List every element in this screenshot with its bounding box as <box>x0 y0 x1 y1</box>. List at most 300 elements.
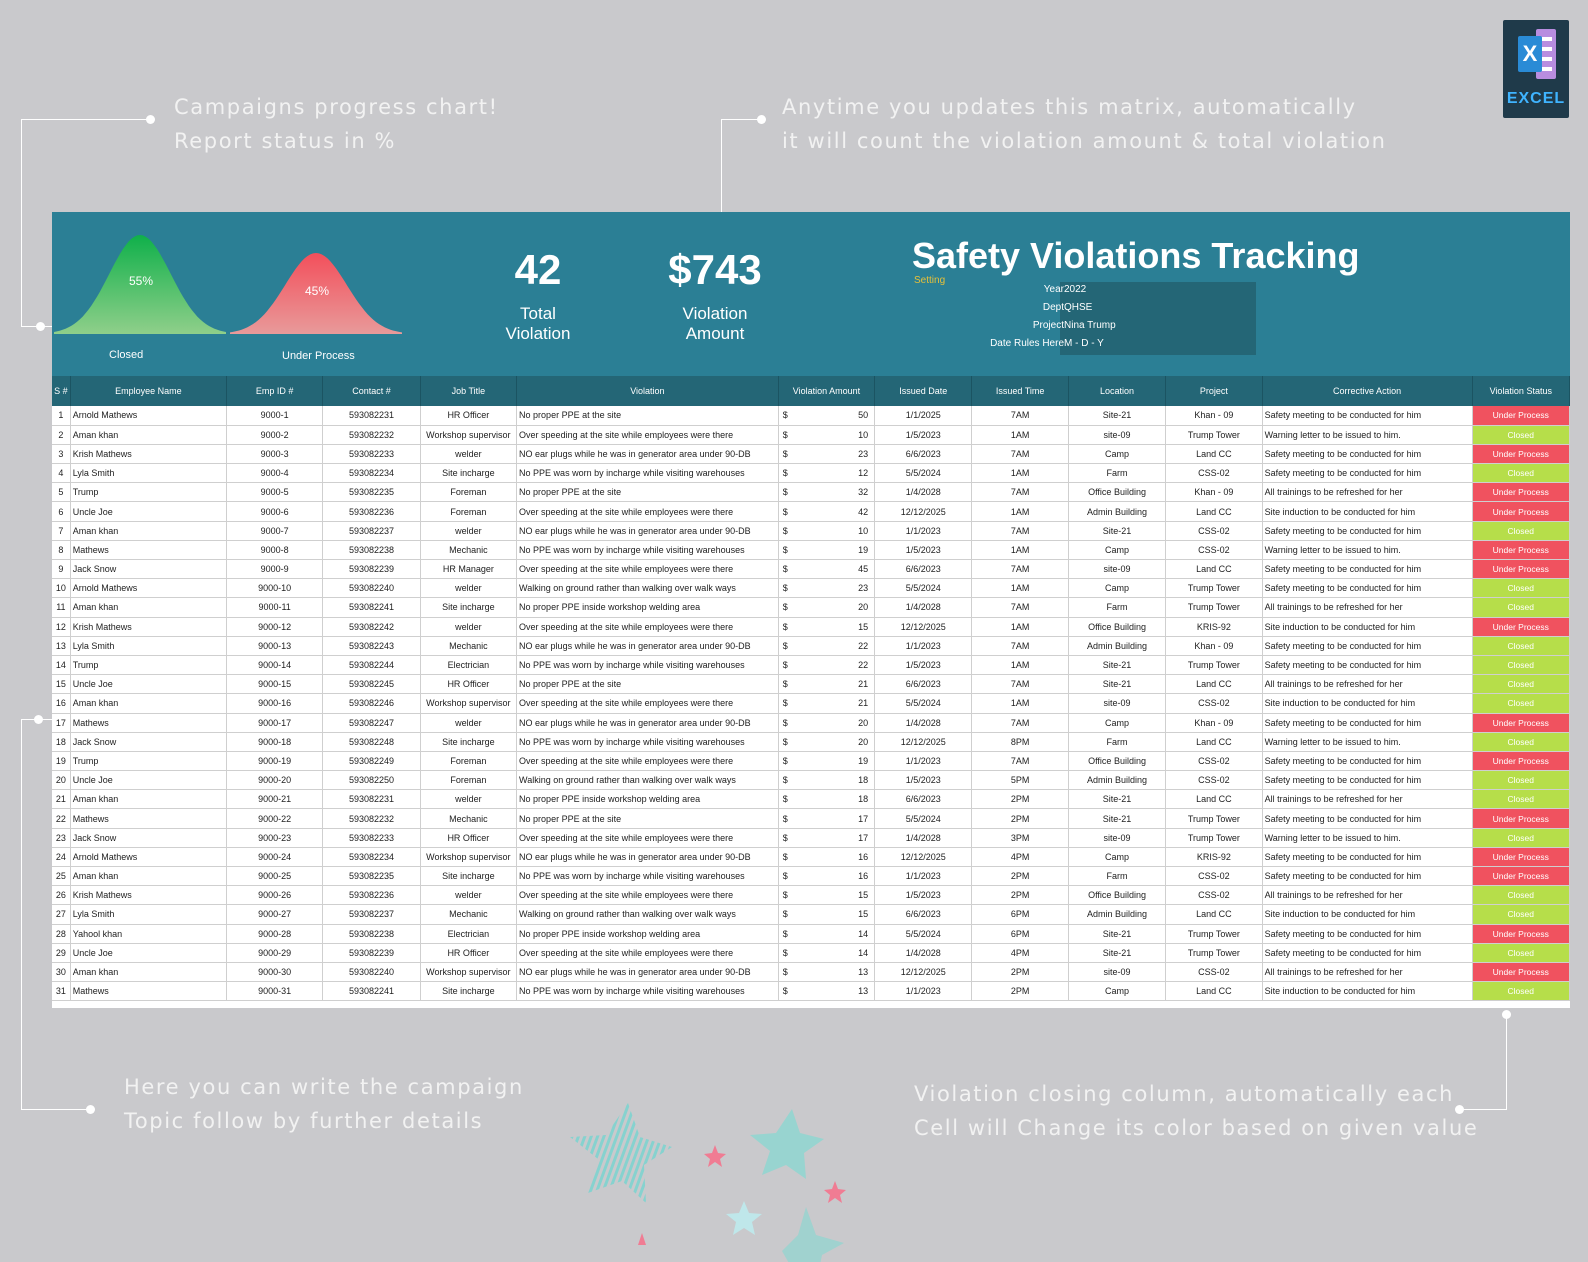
corrective-action-cell[interactable]: Safety meeting to be conducted for him <box>1262 579 1472 598</box>
project-cell[interactable]: CSS-02 <box>1166 886 1262 905</box>
violation-cell[interactable]: No PPE was worn by incharge while visiting warehouses <box>517 982 779 1001</box>
issued-date-cell[interactable]: 1/1/2023 <box>875 636 972 655</box>
violation-amount-cell[interactable] <box>778 598 874 617</box>
issued-date-cell[interactable]: 1/1/2023 <box>875 521 972 540</box>
issued-date-cell[interactable]: 6/6/2023 <box>875 790 972 809</box>
issued-time-cell[interactable]: 1AM <box>972 540 1068 559</box>
row-number-cell[interactable]: 30 <box>52 962 70 981</box>
corrective-action-cell[interactable]: Safety meeting to be conducted for him <box>1262 924 1472 943</box>
violation-cell[interactable]: Over speeding at the site while employees were there <box>517 560 779 579</box>
employee-name-cell[interactable]: Lyla Smith <box>70 905 226 924</box>
row-number-cell[interactable]: 31 <box>52 982 70 1001</box>
table-row[interactable] <box>52 483 1570 502</box>
violation-amount-cell[interactable] <box>778 867 874 886</box>
project-cell[interactable]: Khan - 09 <box>1166 713 1262 732</box>
corrective-action-cell[interactable]: Warning letter to be issued to him. <box>1262 540 1472 559</box>
corrective-action-cell[interactable]: All trainings to be refreshed for her <box>1262 598 1472 617</box>
table-row[interactable] <box>52 444 1570 463</box>
emp-id-cell[interactable]: 9000-31 <box>226 982 322 1001</box>
issued-date-cell[interactable]: 5/5/2024 <box>875 924 972 943</box>
table-row[interactable] <box>52 502 1570 521</box>
corrective-action-cell[interactable]: Safety meeting to be conducted for him <box>1262 713 1472 732</box>
issued-time-cell[interactable]: 6PM <box>972 924 1068 943</box>
employee-name-cell[interactable]: Aman khan <box>70 425 226 444</box>
table-row[interactable] <box>52 694 1570 713</box>
table-row[interactable] <box>52 598 1570 617</box>
violation-amount-cell[interactable] <box>778 636 874 655</box>
issued-time-cell[interactable]: 7AM <box>972 636 1068 655</box>
corrective-action-cell[interactable]: Site induction to be conducted for him <box>1262 982 1472 1001</box>
issued-time-cell[interactable]: 7AM <box>972 444 1068 463</box>
violation-cell[interactable]: Walking on ground rather than walking over walk ways <box>517 905 779 924</box>
issued-time-cell[interactable]: 1AM <box>972 425 1068 444</box>
violation-cell[interactable]: NO ear plugs while he was in generator area under 90-DB <box>517 521 779 540</box>
column-header[interactable]: Violation Amount <box>778 376 874 406</box>
violation-status-cell[interactable]: Under Process <box>1472 540 1569 559</box>
corrective-action-cell[interactable]: All trainings to be refreshed for her <box>1262 790 1472 809</box>
table-row[interactable] <box>52 675 1570 694</box>
row-number-cell[interactable]: 25 <box>52 867 70 886</box>
issued-date-cell[interactable]: 6/6/2023 <box>875 905 972 924</box>
violation-amount-cell[interactable] <box>778 464 874 483</box>
location-cell[interactable]: Admin Building <box>1068 905 1165 924</box>
row-number-cell[interactable]: 29 <box>52 943 70 962</box>
issued-time-cell[interactable]: 7AM <box>972 751 1068 770</box>
violation-amount-cell[interactable] <box>778 962 874 981</box>
location-cell[interactable]: Farm <box>1068 464 1165 483</box>
row-number-cell[interactable]: 7 <box>52 521 70 540</box>
column-header[interactable]: S # <box>52 376 70 406</box>
violation-amount-cell[interactable] <box>778 560 874 579</box>
corrective-action-cell[interactable]: Safety meeting to be conducted for him <box>1262 406 1472 425</box>
project-cell[interactable]: Land CC <box>1166 982 1262 1001</box>
violation-cell[interactable]: Over speeding at the site while employees were there <box>517 694 779 713</box>
job-title-cell[interactable]: welder <box>420 617 516 636</box>
contact-number-cell[interactable]: 593082241 <box>323 598 420 617</box>
violation-status-cell[interactable]: Closed <box>1472 655 1569 674</box>
violation-status-cell[interactable]: Under Process <box>1472 847 1569 866</box>
setting-link[interactable]: Setting <box>914 275 946 286</box>
row-number-cell[interactable]: 19 <box>52 751 70 770</box>
employee-name-cell[interactable]: Lyla Smith <box>70 464 226 483</box>
job-title-cell[interactable]: Site incharge <box>420 598 516 617</box>
violation-amount-cell[interactable] <box>778 406 874 425</box>
violation-amount-cell[interactable] <box>778 732 874 751</box>
location-cell[interactable]: Site-21 <box>1068 809 1165 828</box>
contact-number-cell[interactable]: 593082233 <box>323 828 420 847</box>
location-cell[interactable]: site-09 <box>1068 694 1165 713</box>
table-row[interactable] <box>52 617 1570 636</box>
contact-number-cell[interactable]: 593082238 <box>323 540 420 559</box>
row-number-cell[interactable]: 20 <box>52 771 70 790</box>
corrective-action-cell[interactable]: Safety meeting to be conducted for him <box>1262 943 1472 962</box>
location-cell[interactable]: Office Building <box>1068 751 1165 770</box>
employee-name-cell[interactable]: Krish Mathews <box>70 886 226 905</box>
contact-number-cell[interactable]: 593082240 <box>323 579 420 598</box>
location-cell[interactable]: site-09 <box>1068 560 1165 579</box>
issued-time-cell[interactable]: 1AM <box>972 502 1068 521</box>
project-cell[interactable]: Trump Tower <box>1166 655 1262 674</box>
issued-time-cell[interactable]: 1AM <box>972 655 1068 674</box>
job-title-cell[interactable]: Foreman <box>420 751 516 770</box>
issued-time-cell[interactable]: 8PM <box>972 732 1068 751</box>
emp-id-cell[interactable]: 9000-26 <box>226 886 322 905</box>
violation-amount-cell[interactable] <box>778 502 874 521</box>
job-title-cell[interactable]: Electrician <box>420 655 516 674</box>
project-cell[interactable]: Land CC <box>1166 560 1262 579</box>
location-cell[interactable]: Office Building <box>1068 617 1165 636</box>
violation-amount-cell[interactable] <box>778 540 874 559</box>
emp-id-cell[interactable]: 9000-30 <box>226 962 322 981</box>
contact-number-cell[interactable]: 593082238 <box>323 924 420 943</box>
location-cell[interactable]: Site-21 <box>1068 790 1165 809</box>
violation-status-cell[interactable]: Under Process <box>1472 617 1569 636</box>
contact-number-cell[interactable]: 593082233 <box>323 444 420 463</box>
project-cell[interactable]: CSS-02 <box>1166 751 1262 770</box>
issued-date-cell[interactable]: 1/4/2028 <box>875 598 972 617</box>
job-title-cell[interactable]: HR Officer <box>420 828 516 847</box>
project-cell[interactable]: CSS-02 <box>1166 962 1262 981</box>
job-title-cell[interactable]: welder <box>420 713 516 732</box>
emp-id-cell[interactable]: 9000-5 <box>226 483 322 502</box>
table-row[interactable] <box>52 713 1570 732</box>
location-cell[interactable]: site-09 <box>1068 425 1165 444</box>
project-cell[interactable]: Land CC <box>1166 790 1262 809</box>
issued-date-cell[interactable]: 1/4/2028 <box>875 713 972 732</box>
location-cell[interactable]: Camp <box>1068 579 1165 598</box>
emp-id-cell[interactable]: 9000-9 <box>226 560 322 579</box>
table-row[interactable] <box>52 790 1570 809</box>
violation-amount-cell[interactable] <box>778 982 874 1001</box>
employee-name-cell[interactable]: Aman khan <box>70 694 226 713</box>
violation-cell[interactable]: No proper PPE inside workshop welding area <box>517 790 779 809</box>
contact-number-cell[interactable]: 593082234 <box>323 847 420 866</box>
violation-cell[interactable]: Over speeding at the site while employees were there <box>517 943 779 962</box>
contact-number-cell[interactable]: 593082231 <box>323 406 420 425</box>
issued-date-cell[interactable]: 1/5/2023 <box>875 771 972 790</box>
table-row[interactable] <box>52 464 1570 483</box>
issued-time-cell[interactable]: 7AM <box>972 713 1068 732</box>
employee-name-cell[interactable]: Krish Mathews <box>70 617 226 636</box>
corrective-action-cell[interactable]: Safety meeting to be conducted for him <box>1262 636 1472 655</box>
issued-date-cell[interactable]: 1/5/2023 <box>875 425 972 444</box>
corrective-action-cell[interactable]: Safety meeting to be conducted for him <box>1262 444 1472 463</box>
emp-id-cell[interactable]: 9000-28 <box>226 924 322 943</box>
emp-id-cell[interactable]: 9000-17 <box>226 713 322 732</box>
violation-amount-cell[interactable] <box>778 809 874 828</box>
job-title-cell[interactable]: Mechanic <box>420 809 516 828</box>
issued-date-cell[interactable]: 5/5/2024 <box>875 694 972 713</box>
contact-number-cell[interactable]: 593082244 <box>323 655 420 674</box>
contact-number-cell[interactable]: 593082242 <box>323 617 420 636</box>
emp-id-cell[interactable]: 9000-13 <box>226 636 322 655</box>
row-number-cell[interactable]: 15 <box>52 675 70 694</box>
row-number-cell[interactable]: 11 <box>52 598 70 617</box>
employee-name-cell[interactable]: Aman khan <box>70 598 226 617</box>
emp-id-cell[interactable]: 9000-18 <box>226 732 322 751</box>
employee-name-cell[interactable]: Mathews <box>70 809 226 828</box>
job-title-cell[interactable]: HR Officer <box>420 675 516 694</box>
violation-status-cell[interactable]: Under Process <box>1472 867 1569 886</box>
meta-value[interactable]: QHSE <box>1064 302 1093 313</box>
issued-time-cell[interactable]: 2PM <box>972 886 1068 905</box>
issued-time-cell[interactable]: 2PM <box>972 790 1068 809</box>
issued-date-cell[interactable]: 1/4/2028 <box>875 483 972 502</box>
emp-id-cell[interactable]: 9000-8 <box>226 540 322 559</box>
violation-cell[interactable]: No PPE was worn by incharge while visiting warehouses <box>517 732 779 751</box>
corrective-action-cell[interactable]: Safety meeting to be conducted for him <box>1262 809 1472 828</box>
location-cell[interactable]: Camp <box>1068 847 1165 866</box>
violation-amount-cell[interactable] <box>778 771 874 790</box>
violation-status-cell[interactable]: Closed <box>1472 982 1569 1001</box>
corrective-action-cell[interactable]: Warning letter to be issued to him. <box>1262 732 1472 751</box>
project-cell[interactable]: CSS-02 <box>1166 867 1262 886</box>
employee-name-cell[interactable]: Jack Snow <box>70 828 226 847</box>
violation-amount-cell[interactable] <box>778 483 874 502</box>
issued-date-cell[interactable]: 5/5/2024 <box>875 464 972 483</box>
row-number-cell[interactable]: 18 <box>52 732 70 751</box>
job-title-cell[interactable]: Electrician <box>420 924 516 943</box>
issued-time-cell[interactable]: 1AM <box>972 464 1068 483</box>
violation-status-cell[interactable]: Closed <box>1472 886 1569 905</box>
emp-id-cell[interactable]: 9000-10 <box>226 579 322 598</box>
violation-status-cell[interactable]: Under Process <box>1472 924 1569 943</box>
job-title-cell[interactable]: Site incharge <box>420 982 516 1001</box>
issued-time-cell[interactable]: 1AM <box>972 617 1068 636</box>
violation-status-cell[interactable]: Closed <box>1472 943 1569 962</box>
violation-cell[interactable]: No proper PPE inside workshop welding area <box>517 598 779 617</box>
emp-id-cell[interactable]: 9000-20 <box>226 771 322 790</box>
row-number-cell[interactable]: 5 <box>52 483 70 502</box>
contact-number-cell[interactable]: 593082250 <box>323 771 420 790</box>
employee-name-cell[interactable]: Mathews <box>70 982 226 1001</box>
table-row[interactable] <box>52 655 1570 674</box>
corrective-action-cell[interactable]: Site induction to be conducted for him <box>1262 502 1472 521</box>
location-cell[interactable]: Camp <box>1068 982 1165 1001</box>
violation-cell[interactable]: NO ear plugs while he was in generator area under 90-DB <box>517 636 779 655</box>
project-cell[interactable]: Khan - 09 <box>1166 483 1262 502</box>
contact-number-cell[interactable]: 593082241 <box>323 982 420 1001</box>
job-title-cell[interactable]: Site incharge <box>420 732 516 751</box>
project-cell[interactable]: Trump Tower <box>1166 924 1262 943</box>
issued-date-cell[interactable]: 1/1/2025 <box>875 406 972 425</box>
violation-cell[interactable]: Over speeding at the site while employees were there <box>517 886 779 905</box>
corrective-action-cell[interactable]: All trainings to be refreshed for her <box>1262 675 1472 694</box>
issued-time-cell[interactable]: 1AM <box>972 579 1068 598</box>
contact-number-cell[interactable]: 593082235 <box>323 483 420 502</box>
violation-status-cell[interactable]: Under Process <box>1472 751 1569 770</box>
corrective-action-cell[interactable]: Safety meeting to be conducted for him <box>1262 560 1472 579</box>
violation-cell[interactable]: No PPE was worn by incharge while visiting warehouses <box>517 867 779 886</box>
issued-date-cell[interactable]: 5/5/2024 <box>875 579 972 598</box>
corrective-action-cell[interactable]: Safety meeting to be conducted for him <box>1262 655 1472 674</box>
emp-id-cell[interactable]: 9000-27 <box>226 905 322 924</box>
column-header[interactable]: Emp ID # <box>226 376 322 406</box>
emp-id-cell[interactable]: 9000-19 <box>226 751 322 770</box>
row-number-cell[interactable]: 14 <box>52 655 70 674</box>
project-cell[interactable]: Trump Tower <box>1166 828 1262 847</box>
column-header[interactable]: Job Title <box>420 376 516 406</box>
table-row[interactable] <box>52 943 1570 962</box>
contact-number-cell[interactable]: 593082240 <box>323 962 420 981</box>
job-title-cell[interactable]: welder <box>420 579 516 598</box>
issued-date-cell[interactable]: 1/1/2023 <box>875 982 972 1001</box>
row-number-cell[interactable]: 24 <box>52 847 70 866</box>
issued-date-cell[interactable]: 6/6/2023 <box>875 444 972 463</box>
issued-time-cell[interactable]: 6PM <box>972 905 1068 924</box>
employee-name-cell[interactable]: Aman khan <box>70 521 226 540</box>
issued-time-cell[interactable]: 2PM <box>972 867 1068 886</box>
issued-date-cell[interactable]: 1/4/2028 <box>875 943 972 962</box>
employee-name-cell[interactable]: Aman khan <box>70 962 226 981</box>
employee-name-cell[interactable]: Arnold Mathews <box>70 579 226 598</box>
violation-status-cell[interactable]: Closed <box>1472 905 1569 924</box>
job-title-cell[interactable]: HR Manager <box>420 560 516 579</box>
contact-number-cell[interactable]: 593082234 <box>323 464 420 483</box>
violation-amount-cell[interactable] <box>778 790 874 809</box>
location-cell[interactable]: Camp <box>1068 713 1165 732</box>
violation-status-cell[interactable]: Under Process <box>1472 962 1569 981</box>
employee-name-cell[interactable]: Jack Snow <box>70 732 226 751</box>
issued-time-cell[interactable]: 1AM <box>972 694 1068 713</box>
violation-status-cell[interactable]: Under Process <box>1472 560 1569 579</box>
contact-number-cell[interactable]: 593082232 <box>323 809 420 828</box>
column-header[interactable]: Project <box>1166 376 1262 406</box>
violation-status-cell[interactable]: Closed <box>1472 732 1569 751</box>
row-number-cell[interactable]: 13 <box>52 636 70 655</box>
contact-number-cell[interactable]: 593082235 <box>323 867 420 886</box>
employee-name-cell[interactable]: Yahool khan <box>70 924 226 943</box>
project-cell[interactable]: CSS-02 <box>1166 464 1262 483</box>
location-cell[interactable]: Site-21 <box>1068 406 1165 425</box>
violation-amount-cell[interactable] <box>778 751 874 770</box>
table-row[interactable] <box>52 540 1570 559</box>
contact-number-cell[interactable]: 593082249 <box>323 751 420 770</box>
project-cell[interactable]: Land CC <box>1166 675 1262 694</box>
issued-date-cell[interactable]: 12/12/2025 <box>875 732 972 751</box>
violation-amount-cell[interactable] <box>778 521 874 540</box>
violation-status-cell[interactable]: Under Process <box>1472 502 1569 521</box>
employee-name-cell[interactable]: Trump <box>70 483 226 502</box>
table-row[interactable] <box>52 732 1570 751</box>
violation-status-cell[interactable]: Closed <box>1472 771 1569 790</box>
violation-amount-cell[interactable] <box>778 694 874 713</box>
row-number-cell[interactable]: 22 <box>52 809 70 828</box>
violation-amount-cell[interactable] <box>778 617 874 636</box>
violation-amount-cell[interactable] <box>778 847 874 866</box>
job-title-cell[interactable]: welder <box>420 790 516 809</box>
table-row[interactable] <box>52 771 1570 790</box>
project-cell[interactable]: Land CC <box>1166 732 1262 751</box>
employee-name-cell[interactable]: Trump <box>70 655 226 674</box>
table-row[interactable] <box>52 924 1570 943</box>
project-cell[interactable]: CSS-02 <box>1166 771 1262 790</box>
project-cell[interactable]: Trump Tower <box>1166 943 1262 962</box>
violation-cell[interactable]: No proper PPE inside workshop welding area <box>517 924 779 943</box>
violation-cell[interactable]: NO ear plugs while he was in generator area under 90-DB <box>517 962 779 981</box>
employee-name-cell[interactable]: Trump <box>70 751 226 770</box>
violation-amount-cell[interactable] <box>778 579 874 598</box>
violation-status-cell[interactable]: Under Process <box>1472 483 1569 502</box>
issued-time-cell[interactable]: 7AM <box>972 675 1068 694</box>
issued-date-cell[interactable]: 1/1/2023 <box>875 867 972 886</box>
emp-id-cell[interactable]: 9000-11 <box>226 598 322 617</box>
job-title-cell[interactable]: Mechanic <box>420 540 516 559</box>
violation-status-cell[interactable]: Closed <box>1472 464 1569 483</box>
location-cell[interactable]: Site-21 <box>1068 655 1165 674</box>
violation-cell[interactable]: Over speeding at the site while employees were there <box>517 502 779 521</box>
corrective-action-cell[interactable]: All trainings to be refreshed for her <box>1262 962 1472 981</box>
emp-id-cell[interactable]: 9000-2 <box>226 425 322 444</box>
violation-status-cell[interactable]: Closed <box>1472 636 1569 655</box>
column-header[interactable]: Location <box>1068 376 1165 406</box>
issued-date-cell[interactable]: 6/6/2023 <box>875 675 972 694</box>
table-row[interactable] <box>52 847 1570 866</box>
table-row[interactable] <box>52 886 1570 905</box>
violation-cell[interactable]: No proper PPE at the site <box>517 483 779 502</box>
row-number-cell[interactable]: 21 <box>52 790 70 809</box>
employee-name-cell[interactable]: Uncle Joe <box>70 502 226 521</box>
violation-cell[interactable]: No PPE was worn by incharge while visiting warehouses <box>517 540 779 559</box>
row-number-cell[interactable]: 12 <box>52 617 70 636</box>
contact-number-cell[interactable]: 593082237 <box>323 521 420 540</box>
project-cell[interactable]: CSS-02 <box>1166 540 1262 559</box>
corrective-action-cell[interactable]: Safety meeting to be conducted for him <box>1262 751 1472 770</box>
meta-value[interactable]: Nina Trump <box>1064 320 1116 331</box>
corrective-action-cell[interactable]: Site induction to be conducted for him <box>1262 905 1472 924</box>
contact-number-cell[interactable]: 593082246 <box>323 694 420 713</box>
meta-value[interactable]: M - D - Y <box>1064 338 1104 349</box>
contact-number-cell[interactable]: 593082231 <box>323 790 420 809</box>
corrective-action-cell[interactable]: Safety meeting to be conducted for him <box>1262 867 1472 886</box>
violation-cell[interactable]: No proper PPE at the site <box>517 406 779 425</box>
emp-id-cell[interactable]: 9000-4 <box>226 464 322 483</box>
emp-id-cell[interactable]: 9000-29 <box>226 943 322 962</box>
location-cell[interactable]: Farm <box>1068 732 1165 751</box>
location-cell[interactable]: Admin Building <box>1068 771 1165 790</box>
violation-cell[interactable]: Over speeding at the site while employees were there <box>517 425 779 444</box>
table-row[interactable] <box>52 867 1570 886</box>
table-row[interactable] <box>52 809 1570 828</box>
project-cell[interactable]: KRIS-92 <box>1166 847 1262 866</box>
location-cell[interactable]: Admin Building <box>1068 502 1165 521</box>
contact-number-cell[interactable]: 593082245 <box>323 675 420 694</box>
job-title-cell[interactable]: Workshop supervisor <box>420 694 516 713</box>
job-title-cell[interactable]: Site incharge <box>420 464 516 483</box>
corrective-action-cell[interactable]: Safety meeting to be conducted for him <box>1262 521 1472 540</box>
emp-id-cell[interactable]: 9000-3 <box>226 444 322 463</box>
project-cell[interactable]: CSS-02 <box>1166 521 1262 540</box>
project-cell[interactable]: Land CC <box>1166 905 1262 924</box>
contact-number-cell[interactable]: 593082239 <box>323 560 420 579</box>
row-number-cell[interactable]: 10 <box>52 579 70 598</box>
violation-cell[interactable]: No proper PPE at the site <box>517 809 779 828</box>
job-title-cell[interactable]: Mechanic <box>420 905 516 924</box>
table-row[interactable] <box>52 751 1570 770</box>
row-number-cell[interactable]: 23 <box>52 828 70 847</box>
location-cell[interactable]: Farm <box>1068 598 1165 617</box>
location-cell[interactable]: Farm <box>1068 867 1165 886</box>
row-number-cell[interactable]: 3 <box>52 444 70 463</box>
corrective-action-cell[interactable]: Warning letter to be issued to him. <box>1262 828 1472 847</box>
violation-cell[interactable]: Over speeding at the site while employees were there <box>517 828 779 847</box>
employee-name-cell[interactable]: Mathews <box>70 713 226 732</box>
job-title-cell[interactable]: HR Officer <box>420 406 516 425</box>
contact-number-cell[interactable]: 593082239 <box>323 943 420 962</box>
contact-number-cell[interactable]: 593082237 <box>323 905 420 924</box>
project-cell[interactable]: Trump Tower <box>1166 598 1262 617</box>
corrective-action-cell[interactable]: Safety meeting to be conducted for him <box>1262 464 1472 483</box>
